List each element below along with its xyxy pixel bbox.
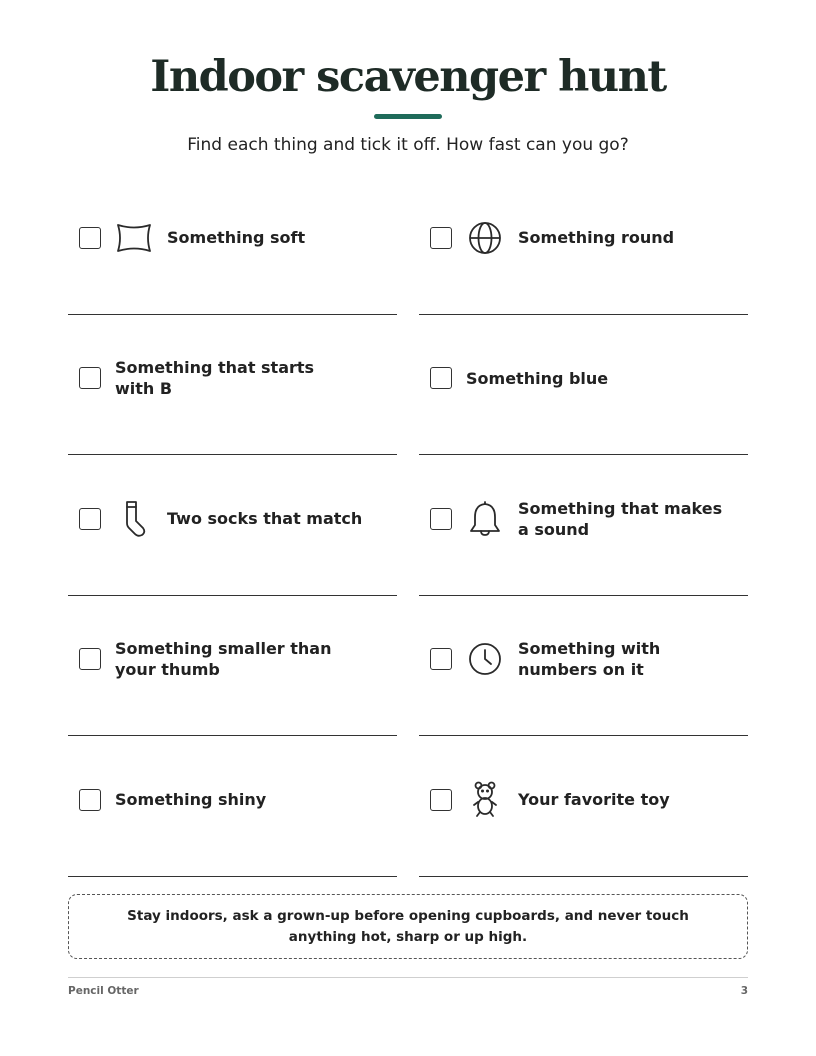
checklist-row <box>68 455 748 596</box>
safety-notice: Stay indoors, ask a grown-up before opening cupboards, and never touch anything hot, sharp or up high. <box>68 894 748 959</box>
item-checkbox[interactable] <box>430 508 452 530</box>
footer-divider <box>68 977 748 978</box>
checklist-item <box>68 736 397 877</box>
item-checkbox[interactable] <box>79 648 101 670</box>
item-checkbox[interactable] <box>430 789 452 811</box>
checklist-item <box>68 315 397 456</box>
item-label: Something blue <box>466 368 609 388</box>
item-checkbox[interactable] <box>79 789 101 811</box>
sock-icon <box>115 500 153 538</box>
item-checkbox[interactable] <box>430 227 452 249</box>
pillow-icon <box>115 219 153 257</box>
item-label: Two socks that match <box>167 509 363 529</box>
checklist-item <box>419 315 748 456</box>
checklist-item <box>68 174 397 315</box>
item-checkbox[interactable] <box>430 367 452 389</box>
item-label: Your favorite toy <box>518 790 670 810</box>
teddy-bear-icon <box>466 781 504 819</box>
checklist-item <box>419 455 748 596</box>
checklist-row <box>68 174 748 315</box>
item-checkbox[interactable] <box>430 648 452 670</box>
checklist-item <box>419 596 748 737</box>
clock-icon <box>466 640 504 678</box>
item-label: Something that starts with B <box>115 358 315 399</box>
item-checkbox[interactable] <box>79 508 101 530</box>
item-label: Something that makes a sound <box>518 498 723 539</box>
checklist-row <box>68 736 748 877</box>
checklist-row <box>68 596 748 737</box>
globe-icon <box>466 219 504 257</box>
item-label: Something soft <box>167 228 306 248</box>
page-subtitle: Find each thing and tick it off. How fast can you go? <box>187 135 629 155</box>
footer-brand: Pencil Otter <box>68 985 139 997</box>
item-label: Something shiny <box>115 790 267 810</box>
bell-icon <box>466 500 504 538</box>
item-label: Something round <box>518 228 675 248</box>
item-checkbox[interactable] <box>79 227 101 249</box>
checklist-grid <box>68 174 748 877</box>
checklist-item <box>68 455 397 596</box>
title-accent-bar <box>374 114 442 119</box>
checklist-item <box>419 736 748 877</box>
item-label: Something smaller than your thumb <box>115 639 332 680</box>
page-number: 3 <box>740 985 748 997</box>
item-label: Something with numbers on it <box>518 639 661 680</box>
checklist-row <box>68 315 748 456</box>
checklist-item <box>68 596 397 737</box>
item-checkbox[interactable] <box>79 367 101 389</box>
page-title: Indoor scavenger hunt <box>150 52 666 102</box>
checklist-item <box>419 174 748 315</box>
